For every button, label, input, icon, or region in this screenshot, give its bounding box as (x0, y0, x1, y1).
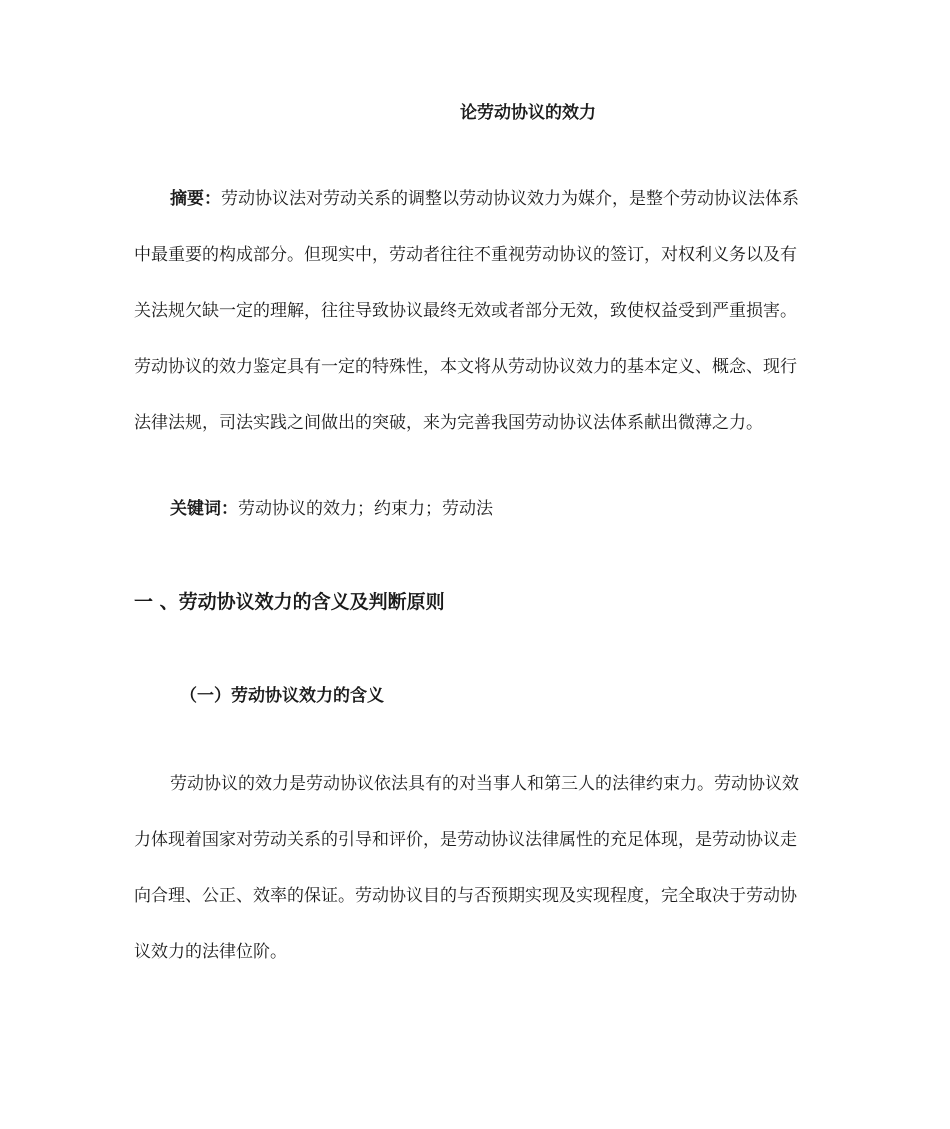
keywords-row (170, 494, 493, 519)
abstract-line-1 (134, 171, 854, 227)
section-heading: 一 、劳动协议效力的含义及判断原则 (134, 591, 445, 613)
keywords-text: 劳动协议的效力；约束力；劳动法 (238, 499, 493, 519)
body-text-line: 议效力的法律位阶。 (134, 942, 287, 962)
body-paragraph (134, 756, 854, 980)
abstract-text-line: 关法规欠缺一定的理解，往往导致协议最终无效或者部分无效，致使权益受到严重损害。 (134, 301, 797, 321)
keywords-label: 关键词： (170, 499, 238, 519)
abstract-text-line: 法律法规，司法实践之间做出的突破，来为完善我国劳动协议法体系献出微薄之力。 (134, 413, 763, 433)
abstract-text-line: 劳动协议法对劳动关系的调整以劳动协议效力为媒介，是整个劳动协议法体系 (221, 189, 799, 209)
abstract-label: 摘要： (170, 189, 221, 209)
abstract-text-line: 劳动协议的效力鉴定具有一定的特殊性，本文将从劳动协议效力的基本定义、概念、现行 (134, 357, 797, 377)
body-text-line: 向合理、公正、效率的保证。劳动协议目的与否预期实现及实现程度，完全取决于劳动协 (134, 886, 797, 906)
subsection-heading: （一）劳动协议效力的含义 (180, 686, 384, 706)
abstract-text-line: 中最重要的构成部分。但现实中，劳动者往往不重视劳动协议的签订，对权利义务以及有 (134, 245, 797, 265)
body-text-line: 劳动协议的效力是劳动协议依法具有的对当事人和第三人的法律约束力。劳动协议效 (170, 774, 799, 794)
body-text-line: 力体现着国家对劳动关系的引导和评价，是劳动协议法律属性的充足体现，是劳动协议走 (134, 830, 797, 850)
document-title: 论劳动协议的效力 (460, 103, 596, 123)
abstract-paragraph (134, 171, 854, 451)
